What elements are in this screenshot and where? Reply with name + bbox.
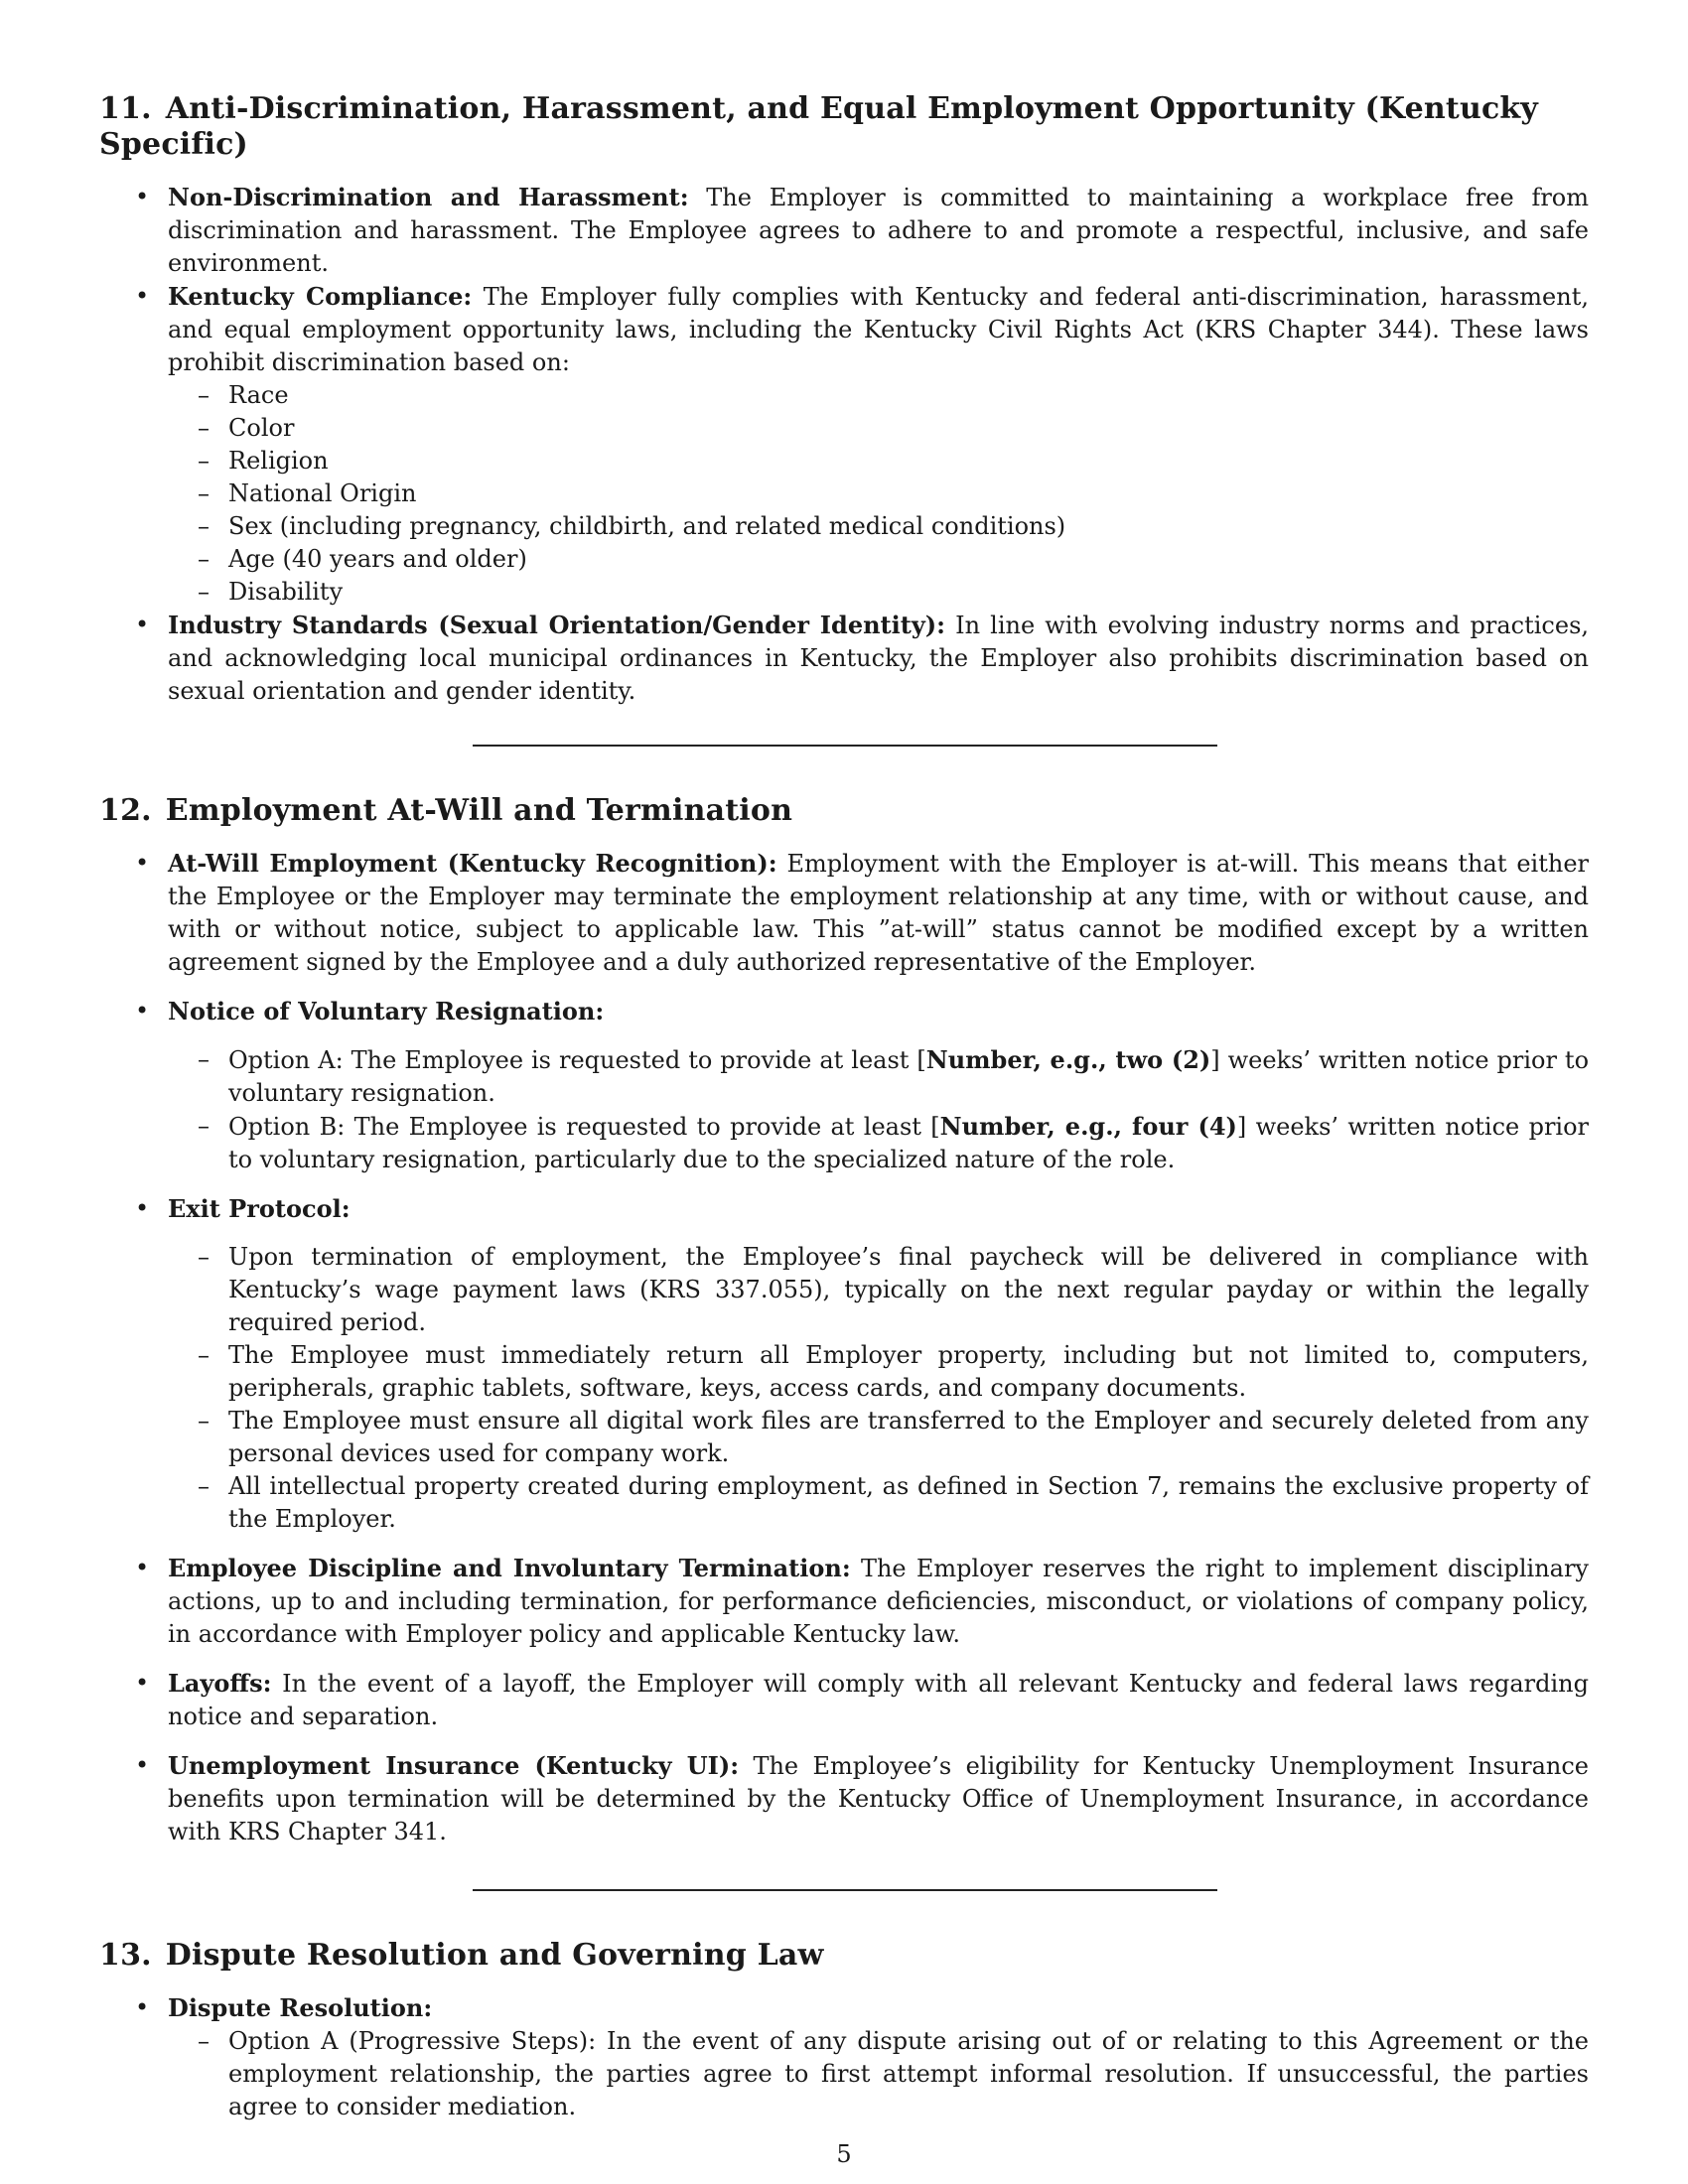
item-label: At-Will Employment (Kentucky Recognition):	[168, 849, 777, 878]
list-item	[99, 280, 1589, 609]
section-11-number: 11.	[99, 91, 152, 126]
section-12-title: Employment At-Will and Termination	[165, 793, 793, 828]
item-text: In line with evolving industry norms and practices, and acknowledging local municipal ordinances in Kentucky, the Employer also prohibits discrimination based on sexual orientation and gender identity.	[168, 612, 1590, 705]
protected-class: – Religion	[168, 445, 1589, 478]
list-item	[99, 609, 1589, 708]
page-number: 5	[836, 2140, 852, 2168]
section-11-list	[99, 181, 1589, 708]
document-page	[99, 91, 1589, 2123]
list-item	[99, 1192, 1589, 1536]
item-text: The Employer is committed to maintaining a workplace free from discrimination and harassment. The Employee agrees to adhere to and promote a respectful, inclusive, and safe environment.	[168, 184, 1589, 277]
item-text: The Employer fully complies with Kentucky and federal anti-discrimination, harassment, and equal employment opportunity laws, including the Kentucky Civil Rights Act (KRS Chapter 344). These laws prohibit discrimination based on:	[168, 283, 1589, 376]
protected-classes-list	[168, 379, 1589, 609]
notice-option-b: – Option B: The Employee is requested to provide at least [Number, e.g., four (4)] weeks’ written notice prior to voluntary resignation, particularly due to the specialized nature of the role.	[168, 1110, 1589, 1176]
list-item	[99, 181, 1589, 280]
section-13-number: 13.	[99, 1938, 152, 1973]
section-13-heading	[99, 1938, 1589, 1974]
protected-class: – Color	[168, 412, 1589, 445]
dispute-options-list	[168, 2025, 1589, 2123]
notice-options-list	[168, 1043, 1589, 1176]
section-12-heading	[99, 793, 1589, 829]
exit-protocol-list	[168, 1241, 1589, 1536]
section-13-title: Dispute Resolution and Governing Law	[165, 1938, 824, 1973]
item-label: Layoffs:	[168, 1669, 272, 1698]
notice-option-a: – Option A: The Employee is requested to provide at least [Number, e.g., two (2)] weeks’ written notice prior to voluntary resignation.	[168, 1043, 1589, 1110]
section-12-number: 12.	[99, 793, 152, 828]
item-label: Kentucky Compliance:	[168, 282, 473, 311]
list-item	[99, 995, 1589, 1176]
item-label: Employee Discipline and Involuntary Termination:	[168, 1554, 851, 1582]
list-item	[99, 1667, 1589, 1733]
protected-class: – Age (40 years and older)	[168, 543, 1589, 576]
item-text: Employment with the Employer is at-will. This means that either the Employee or the Employer may terminate the employment relationship at any time, with or without cause, and with or without notice, subject to applicable law. This ”at-will” status cannot be modified except by a written agreement signed by the Employee and a duly authorized representative of the Employer.	[168, 850, 1590, 976]
dispute-option-a: – Option A (Progressive Steps): In the event of any dispute arising out of or relating to this Agreement or the employment relationship, the parties agree to first attempt informal resolution. If unsuccessful, the parties agree to consider mediation.	[168, 2025, 1589, 2123]
item-label: Non-Discrimination and Harassment:	[168, 183, 689, 211]
item-label: Industry Standards (Sexual Orientation/Gender Identity):	[168, 611, 945, 639]
item-label: Exit Protocol:	[168, 1194, 351, 1223]
list-item	[99, 1991, 1589, 2123]
exit-item: – All intellectual property created during employment, as defined in Section 7, remains the exclusive property of the Employer.	[168, 1470, 1589, 1536]
item-label: Dispute Resolution:	[168, 1993, 433, 2022]
protected-class: – National Origin	[168, 478, 1589, 510]
exit-item: – The Employee must ensure all digital work files are transferred to the Employer and securely deleted from any personal devices used for company work.	[168, 1405, 1589, 1470]
item-text: In the event of a layoff, the Employer will comply with all relevant Kentucky and federal laws regarding notice and separation.	[168, 1670, 1589, 1730]
section-13-list	[99, 1991, 1589, 2123]
list-item	[99, 1749, 1589, 1848]
item-label: Unemployment Insurance (Kentucky UI):	[168, 1751, 740, 1780]
list-item	[99, 847, 1589, 979]
protected-class: – Sex (including pregnancy, childbirth, and related medical conditions)	[168, 510, 1589, 543]
section-11-heading	[99, 91, 1589, 163]
protected-class: – Disability	[168, 576, 1589, 609]
item-text: The Employer reserves the right to implement disciplinary actions, up to and including termination, for performance deficiencies, misconduct, or violations of company policy, in accordance with Employer policy and applicable Kentucky law.	[168, 1555, 1589, 1648]
exit-item: – Upon termination of employment, the Employee’s final paycheck will be delivered in compliance with Kentucky’s wage payment laws (KRS 337.055), typically on the next regular payday or within the legally required period.	[168, 1241, 1589, 1339]
item-label: Notice of Voluntary Resignation:	[168, 997, 605, 1025]
section-11-title: Anti-Discrimination, Harassment, and Equal Employment Opportunity (Kentucky Specific)	[99, 91, 1539, 162]
section-12-list	[99, 847, 1589, 1848]
item-text: The Employee’s eligibility for Kentucky Unemployment Insurance benefits upon termination will be determined by the Kentucky Office of Unemployment Insurance, in accordance with KRS Chapter 341.	[168, 1752, 1590, 1845]
exit-item: – The Employee must immediately return all Employer property, including but not limited to, computers, peripherals, graphic tablets, software, keys, access cards, and company documents.	[168, 1339, 1589, 1405]
list-item	[99, 1552, 1589, 1651]
protected-class: – Race	[168, 379, 1589, 412]
